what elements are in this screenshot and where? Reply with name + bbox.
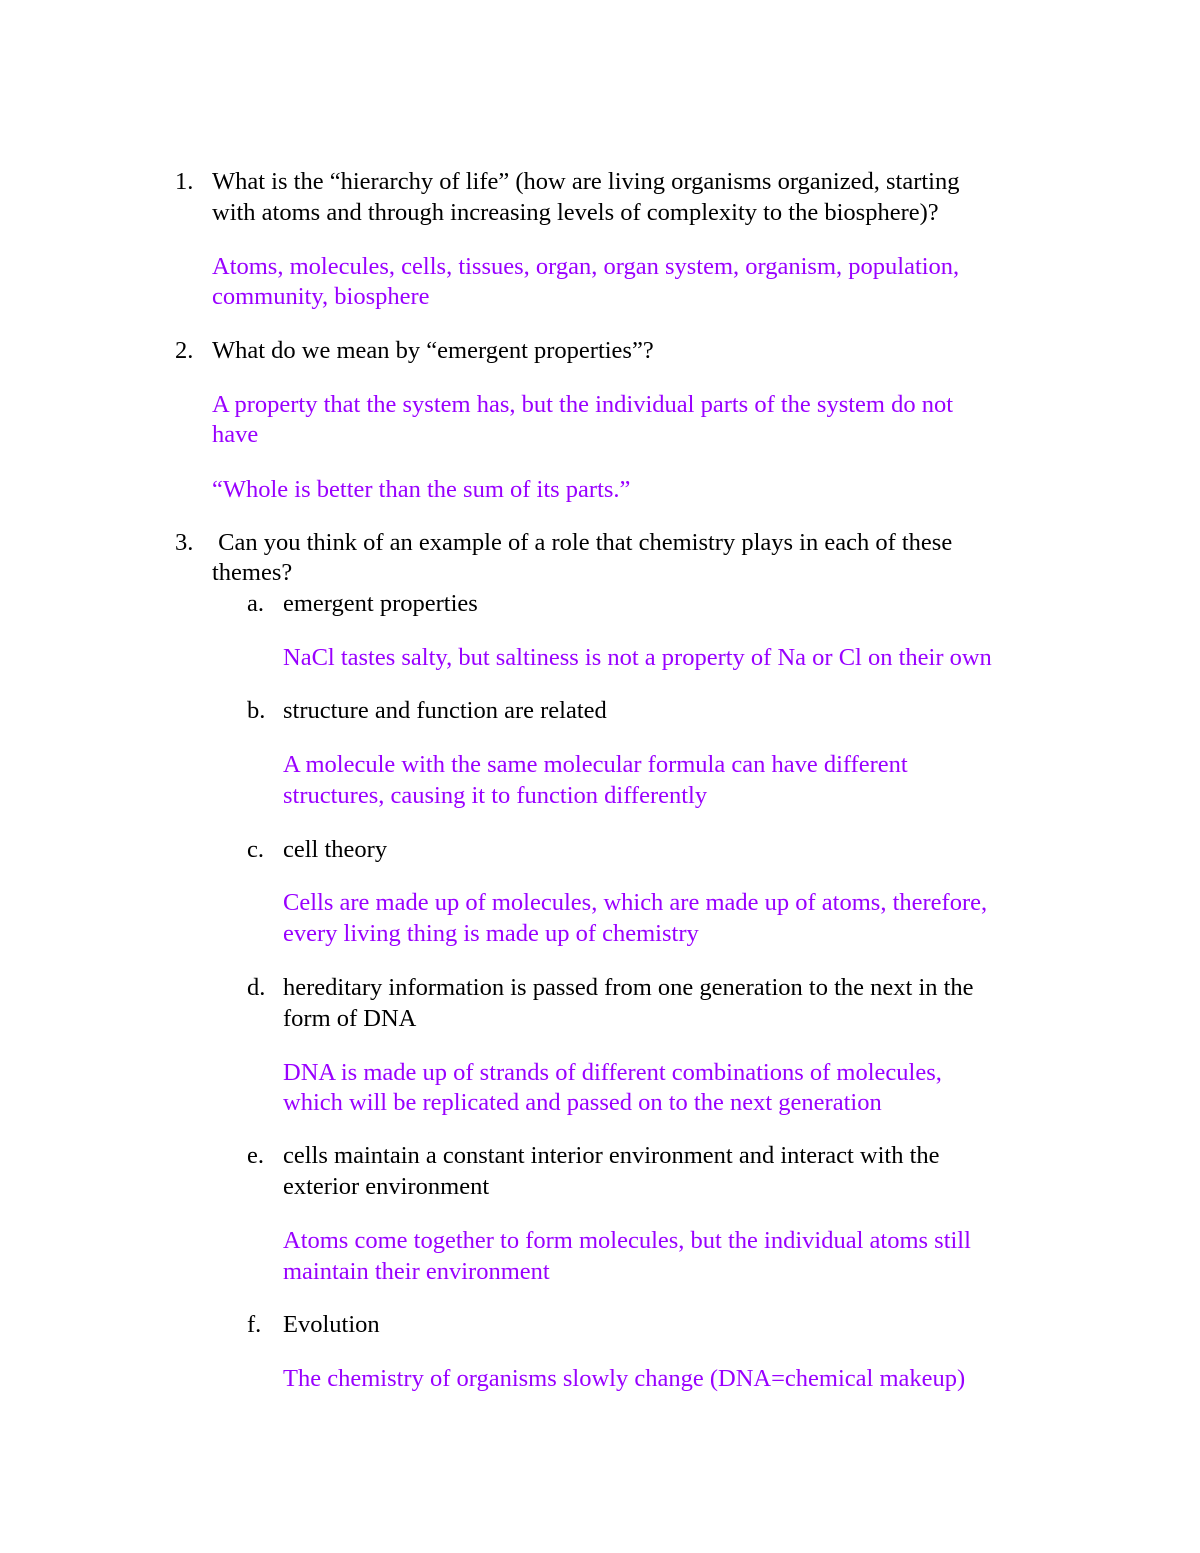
question-3-text: themes? <box>212 559 293 586</box>
subitem-e-text: cells maintain a constant interior environment and interact with the <box>283 1142 940 1169</box>
question-3-number: 3. <box>175 529 194 556</box>
subitem-d-answer: DNA is made up of strands of different combinations of molecules, <box>283 1059 942 1086</box>
subitem-e-answer: maintain their environment <box>283 1258 550 1285</box>
subitem-e-text: exterior environment <box>283 1173 490 1200</box>
subitem-d-marker: d. <box>247 974 266 1001</box>
subitem-f-answer: The chemistry of organisms slowly change (DNA=chemical makeup) <box>283 1365 966 1392</box>
subitem-d-text: hereditary information is passed from one generation to the next in the <box>283 974 974 1001</box>
subitem-a-text: emergent properties <box>283 590 478 617</box>
question-2-text: What do we mean by “emergent properties”? <box>212 337 654 364</box>
question-3-text: Can you think of an example of a role that chemistry plays in each of these <box>212 529 953 556</box>
question-2-number: 2. <box>175 337 194 364</box>
answer-1: Atoms, molecules, cells, tissues, organ, organ system, organism, population, <box>212 253 960 280</box>
subitem-f-marker: f. <box>247 1311 262 1338</box>
question-1-text: with atoms and through increasing levels of complexity to the biosphere)? <box>212 199 939 226</box>
subitem-e-marker: e. <box>247 1142 264 1169</box>
question-1-number: 1. <box>175 168 194 195</box>
subitem-d-answer: which will be replicated and passed on to the next generation <box>283 1089 882 1116</box>
subitem-b-marker: b. <box>247 697 266 724</box>
subitem-a-marker: a. <box>247 590 264 617</box>
question-1-text: What is the “hierarchy of life” (how are living organisms organized, starting <box>212 168 960 195</box>
subitem-b-answer: A molecule with the same molecular formula can have different <box>283 751 908 778</box>
subitem-a-answer: NaCl tastes salty, but saltiness is not a property of Na or Cl on their own <box>283 644 992 671</box>
subitem-c-answer: every living thing is made up of chemistry <box>283 920 699 947</box>
answer-1: community, biosphere <box>212 283 430 310</box>
subitem-f-text: Evolution <box>283 1311 380 1338</box>
subitem-e-answer: Atoms come together to form molecules, but the individual atoms still <box>283 1227 971 1254</box>
subitem-b-answer: structures, causing it to function differently <box>283 782 708 809</box>
answer-2-quote: “Whole is better than the sum of its parts.” <box>212 476 631 503</box>
answer-2: A property that the system has, but the individual parts of the system do not <box>212 391 954 418</box>
subitem-c-marker: c. <box>247 836 264 863</box>
subitem-c-answer: Cells are made up of molecules, which are made up of atoms, therefore, <box>283 889 988 916</box>
subitem-c-text: cell theory <box>283 836 388 863</box>
subitem-b-text: structure and function are related <box>283 697 607 724</box>
answer-2: have <box>212 421 259 448</box>
subitem-d-text: form of DNA <box>283 1005 417 1032</box>
